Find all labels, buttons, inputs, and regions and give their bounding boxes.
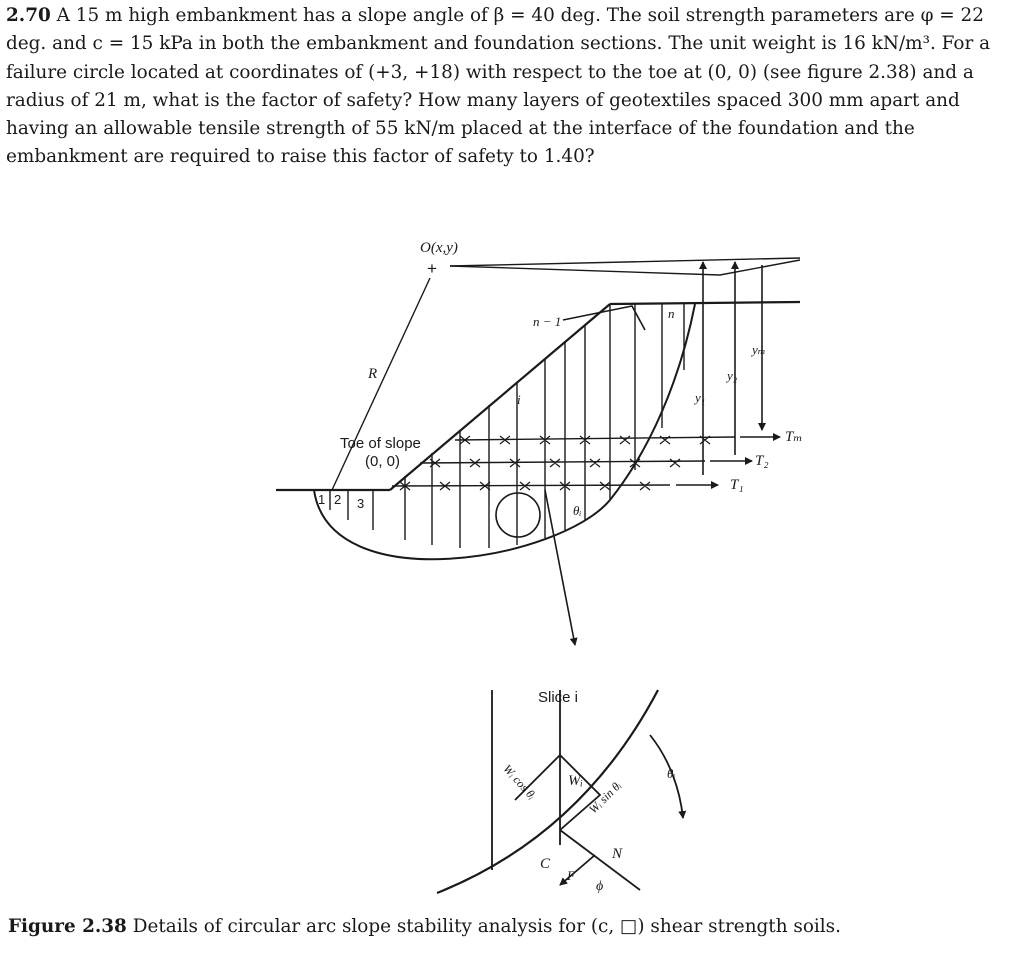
problem-text: A 15 m high embankment has a slope angle of β = 40 deg. The soil strength parameters are φ = 22 deg. and c = 15 kPa in both the embankment and foundation sections. The unit weight is 16 kN/m³. For a failure circle located at coordinates of (+3, +18) with respect to the toe at (0, 0) (see figure 2.38) and a radius of 21 m, what is the factor of safety? How many layers of geotextiles spaced 300 mm apart and having an allowable tensile strength of 55 kN/m placed at the interface of the foundation and the embankment are required to raise this factor of safety to 1.40? — [6, 5, 991, 168]
failure-arc — [314, 304, 695, 559]
t1-label: T₁ — [730, 477, 744, 493]
weight-arrow — [545, 490, 575, 645]
y1-label: y₁ — [695, 390, 706, 405]
toe-label-2: (0, 0) — [365, 453, 401, 470]
caption-label: Figure 2.38 — [8, 916, 127, 937]
wi-label: Wᵢ — [568, 773, 583, 789]
t2-label: T₂ — [755, 453, 769, 469]
wi-sin-label: Wᵢ sin θᵢ — [585, 778, 624, 817]
center-marker: + — [427, 259, 437, 278]
wi-cos-label: Wᵢ cos θᵢ — [500, 761, 539, 803]
c-label: C — [540, 856, 551, 872]
slice-circle — [496, 493, 540, 537]
radius-label: R — [368, 366, 378, 382]
slice-lines — [330, 304, 684, 548]
ym-label: yₘ — [752, 342, 766, 357]
tm-label: Tₘ — [785, 429, 803, 445]
caption-text: Details of circular arc slope stability analysis for (c, □) shear strength soils. — [126, 916, 841, 937]
problem-number: 2.70 — [6, 5, 51, 26]
toe-label-1: Toe of slope — [340, 435, 421, 452]
slice-n-label: n — [668, 306, 675, 321]
slice-n-minus-1-label: n − 1 — [533, 314, 562, 329]
center-label: O(x,y) — [420, 240, 458, 256]
crest-line — [610, 302, 800, 304]
phi-label: ϕ — [596, 879, 604, 894]
slice-i-label: i — [517, 392, 521, 407]
slice-number-3: 3 — [357, 496, 365, 511]
theta-label: θᵢ — [573, 503, 582, 518]
theta-detail-label: θᵢ — [667, 766, 676, 781]
slice-number-2: 2 — [334, 492, 342, 507]
slice-number-1: 1 — [318, 492, 326, 507]
detail-title: Slice i — [538, 689, 579, 706]
slice-detail — [437, 690, 683, 893]
f-label: F — [567, 868, 575, 883]
y2-label: y₂ — [727, 368, 738, 383]
figure-caption — [8, 914, 1018, 940]
n-label: N — [612, 846, 623, 862]
